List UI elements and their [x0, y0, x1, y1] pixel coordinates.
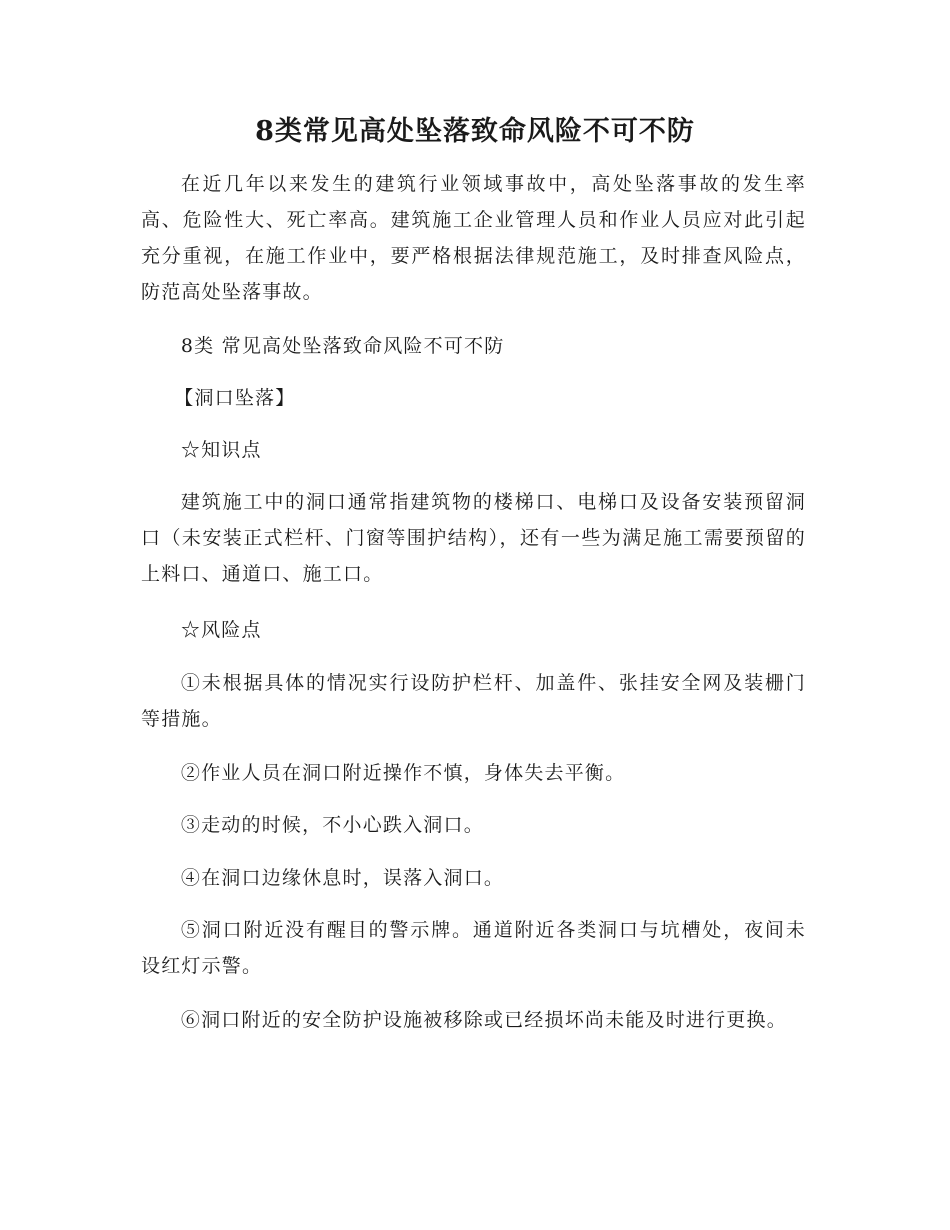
document-title: 8类常见高处坠落致命风险不可不防: [255, 116, 695, 147]
risk-item-1: ①未根据具体的情况实行设防护栏杆、加盖件、张挂安全网及装栅门等措施。: [141, 672, 806, 730]
risk-label: ☆风险点: [180, 619, 262, 641]
risk-item-4: ④在洞口边缘休息时，误落入洞口。: [180, 867, 505, 889]
knowledge-paragraph: 建筑施工中的洞口通常指建筑物的楼梯口、电梯口及设备安装预留洞口（未安装正式栏杆、门窗等围护结构），还有一些为满足施工需要预留的上料口、通道口、施工口。: [141, 491, 806, 585]
risk-item-5: ⑤洞口附近没有醒目的警示牌。通道附近各类洞口与坑槽处，夜间未设红灯示警。: [141, 919, 806, 977]
risk-item-6: ⑥洞口附近的安全防护设施被移除或已经损坏尚未能及时进行更换。: [180, 1009, 787, 1031]
subtitle-paragraph: 8类 常见高处坠落致命风险不可不防: [180, 335, 505, 357]
section-heading: 【洞口坠落】: [174, 387, 296, 409]
knowledge-label: ☆知识点: [180, 439, 262, 461]
risk-item-2: ②作业人员在洞口附近操作不慎，身体失去平衡。: [180, 762, 626, 784]
risk-item-3: ③走动的时候，不小心跌入洞口。: [180, 814, 484, 836]
intro-paragraph: 在近几年以来发生的建筑行业领域事故中，高处坠落事故的发生率高、危险性大、死亡率高。建筑施工企业管理人员和作业人员应对此引起充分重视，在施工作业中，要严格根据法律规范施工，及时排查风险点，防范高处坠落事故。: [141, 173, 806, 303]
